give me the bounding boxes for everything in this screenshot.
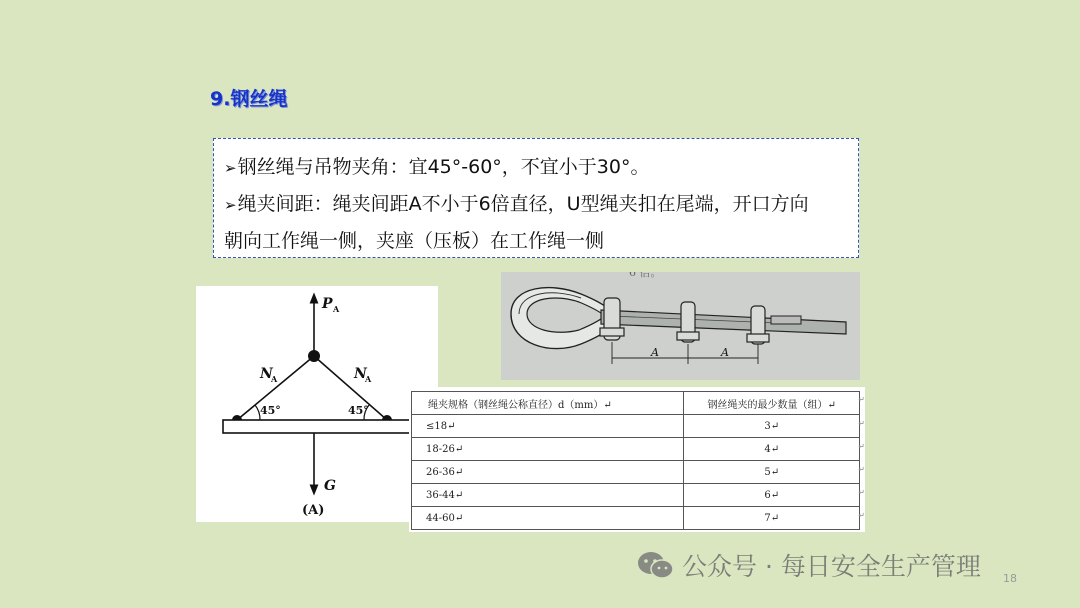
row-end-mark: ↵ (858, 511, 865, 520)
label-p: P (322, 296, 333, 312)
label-n-left: N (260, 366, 273, 382)
label-n-left-sub: A (271, 374, 278, 384)
arrow-bullet-icon: ➢ (224, 159, 237, 177)
table-row (412, 461, 860, 484)
note-text-2: 绳夹间距：绳夹间距A不小于6倍直径，U型绳夹扣在尾端，开口方向 (237, 193, 809, 215)
cell-count: 4↵ (684, 438, 860, 461)
watermark-text: 公众号 · 每日安全生产管理 (682, 552, 981, 581)
note-line-3 (224, 223, 848, 259)
rope-clip-drawing (501, 272, 860, 380)
header-min-count: 钢丝绳夹的最少数量（组）↵ (684, 392, 860, 415)
label-p-sub: A (333, 304, 340, 314)
beam (223, 420, 411, 433)
cell-count: 7↵ (684, 507, 860, 530)
table-header-row (412, 392, 860, 415)
spacing-label-a1: A (651, 346, 659, 359)
cell-size: ≤18↵ (412, 415, 684, 438)
clip-spec-table (411, 391, 860, 530)
table-row (412, 438, 860, 461)
cell-count: 3↵ (684, 415, 860, 438)
force-diagram (196, 286, 438, 522)
cell-size: 36-44↵ (412, 484, 684, 507)
cell-count: 6↵ (684, 484, 860, 507)
table-row (412, 507, 860, 530)
label-g: G (324, 478, 336, 494)
top-node (308, 350, 320, 362)
label-angle-left: 45° (260, 404, 281, 417)
note-line-1 (224, 149, 848, 186)
arrow-bullet-icon: ➢ (224, 196, 237, 214)
label-n-right: N (354, 366, 367, 382)
note-line-2 (224, 186, 848, 223)
watermark (636, 548, 981, 582)
spacing-label-a2: A (721, 346, 729, 359)
diagram-caption: (A) (302, 503, 325, 518)
photo-top-text: 6 倍。 (629, 272, 662, 279)
table-row (412, 415, 860, 438)
force-diagram-svg (196, 286, 438, 522)
clip-spec-table-panel (409, 387, 865, 532)
row-end-mark: ↵ (858, 419, 865, 428)
row-end-mark: ↵ (858, 465, 865, 474)
slide-title: 9.钢丝绳 (210, 88, 288, 110)
wechat-icon (636, 550, 676, 580)
page-number: 18 (1003, 572, 1017, 585)
label-angle-right: 45° (348, 404, 369, 417)
note-text-1: 钢丝绳与吊物夹角：宜45°-60°，不宜小于30°。 (237, 156, 650, 178)
label-n-right-sub: A (365, 374, 372, 384)
note-text-3: 朝向工作绳一侧，夹座（压板）在工作绳一侧 (224, 230, 605, 252)
row-end-mark: ↵ (858, 395, 865, 404)
cell-count: 5↵ (684, 461, 860, 484)
table-row (412, 484, 860, 507)
notes-box (213, 138, 859, 258)
row-end-mark: ↵ (858, 442, 865, 451)
rope-clip-svg (501, 272, 860, 380)
cell-size: 44-60↵ (412, 507, 684, 530)
cell-size: 26-36↵ (412, 461, 684, 484)
cell-size: 18-26↵ (412, 438, 684, 461)
row-end-mark: ↵ (858, 488, 865, 497)
header-clip-size: 绳夹规格（钢丝绳公称直径）d（mm）↵ (412, 392, 684, 415)
